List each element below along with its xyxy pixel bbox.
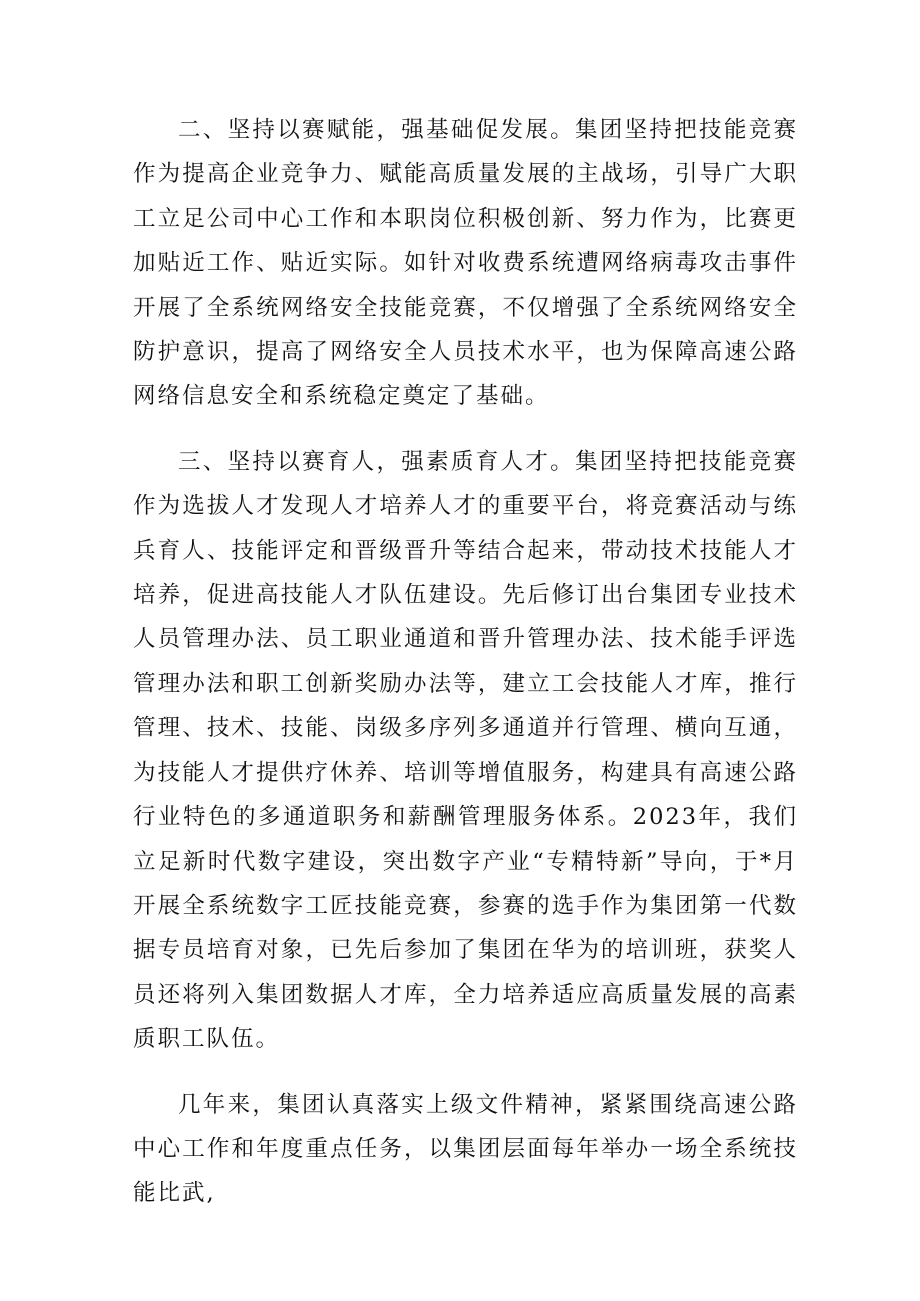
paragraph-talent-cultivation: 三、坚持以赛育人，强素质育人才。集团坚持把技能竞赛作为选拔人才发现人才培养人才的重要平台，将竞赛活动与练兵育人、技能评定和晋级晋升等结合起来，带动技术技能人才培养，促进高技能人才队伍建设。先后修订出台集团专业技术人员管理办法、员工职业通道和晋升管理办法、技术能手评选管理办法和职工创新奖励办法等，建立工会技能人才库，推行管理、技术、技能、岗级多序列多通道并行管理、横向互通，为技能人才提供疗休养、培训等增值服务，构建具有高速公路行业特色的多通道职务和薪酬管理服务体系。2023年，我们立足新时代数字建设，突出数字产业“专精特新”导向，于*月开展全系统数字工匠技能竞赛，参赛的选手作为集团第一代数据专员培育对象，已先后参加了集团在华为的培训班，获奖人员还将列入集团数据人才库，全力培养适应高质量发展的高素质职工队伍。 bbox=[133, 448, 798, 1053]
paragraph-skill-competition-empowerment: 二、坚持以赛赋能，强基础促发展。集团坚持把技能竞赛作为提高企业竞争力、赋能高质量发展的主战场，引导广大职工立足公司中心工作和本职岗位积极创新、努力作为，比赛更加贴近工作、贴近实际。如针对收费系统遭网络病毒攻击事件开展了全系统网络安全技能竞赛，不仅增强了全系统网络安全防护意识，提高了网络安全人员技术水平，也为保障高速公路网络信息安全和系统稳定奠定了基础。 bbox=[133, 117, 798, 410]
document-body bbox=[133, 108, 798, 1216]
paragraph-summary-intro: 几年来，集团认真落实上级文件精神，紧紧围绕高速公路中心工作和年度重点任务，以集团层面每年举办一场全系统技能比武, bbox=[133, 1091, 798, 1207]
